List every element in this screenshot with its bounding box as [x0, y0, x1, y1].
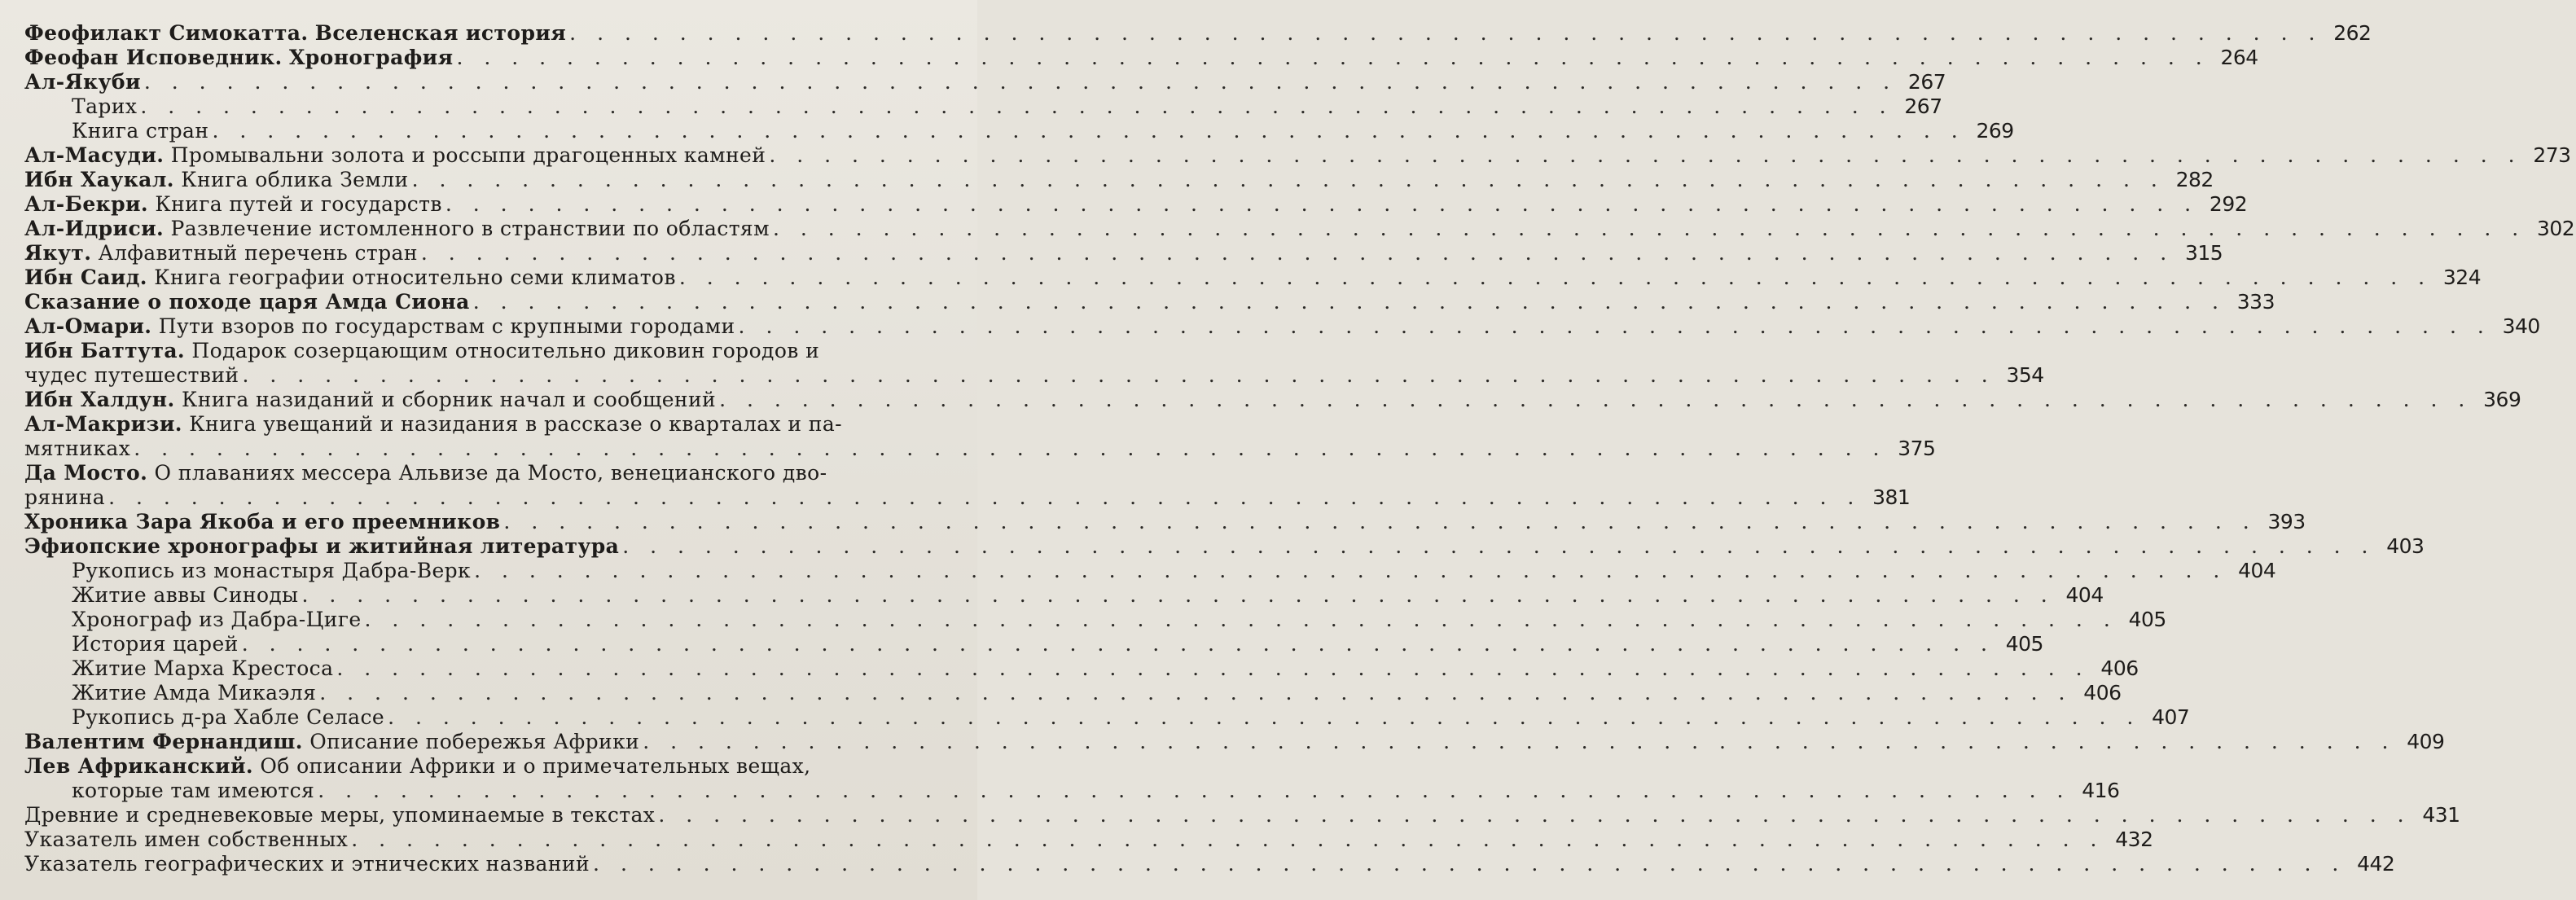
dot-leader: . . . . . . . . . . . . . . . . . . . . . . . . . . . . . . . . . . . . . . . . . . . . . . . . . . . . . . . . . . . . . . . .	[719, 388, 2473, 411]
dot-leader: . . . . . . . . . . . . . . . . . . . . . . . . . . . . . . . . . . . . . . . . . . . . . . . . . . . . . . . . . . . . . . . .	[445, 192, 2199, 216]
entry-title: Развлечение истомленного в странствии по областям	[170, 217, 770, 240]
dot-leader: . . . . . . . . . . . . . . . . . . . . . . . . . . . . . . . . . . . . . . . . . . . . . . . . . . . . . . . . . . . . . . . .	[318, 779, 2071, 802]
page-number: 406	[2100, 656, 2139, 680]
entry-subtitle: Житие Амда Микаэля	[72, 681, 317, 705]
toc-entry[interactable]	[24, 168, 2214, 192]
toc-entry[interactable]	[24, 852, 2395, 876]
page-number: 324	[2442, 266, 2482, 289]
page-number: 267	[1904, 94, 1942, 118]
entry-text	[24, 681, 316, 705]
entry-subtitle: Рукопись д-ра Хабле Селасе	[72, 705, 385, 729]
toc-entry[interactable]	[24, 339, 976, 363]
toc-entry[interactable]	[24, 803, 2460, 828]
dot-leader: . . . . . . . . . . . . . . . . . . . . . . . . . . . . . . . . . . . . . . . . . . . . . . . . . . . . . . . . . . . . . . . .	[738, 314, 2491, 338]
dot-leader: . . . . . . . . . . . . . . . . . . . . . . . . . . . . . . . . . . . . . . . . . . . . . . . . . . . . . . . . . . . . . . . .	[388, 705, 2141, 729]
entry-title: Указатель имен собственных	[24, 828, 349, 851]
entry-title: Об описании Африки и о примечательных вещах,	[260, 754, 811, 778]
entry-author: Да Мосто.	[24, 461, 148, 485]
toc-entry[interactable]	[24, 192, 2248, 217]
page-number: 375	[1898, 437, 1936, 460]
entry-text	[24, 266, 676, 290]
entry-title: Хронография	[288, 46, 454, 69]
toc-entry-continuation	[24, 779, 2120, 803]
dot-leader: . . . . . . . . . . . . . . . . . . . . . . . . . . . . . . . . . . . . . . . . . . . . . . . . . . . . . . . . . . . . . . . .	[658, 803, 2411, 827]
dot-leader: . . . . . . . . . . . . . . . . . . . . . . . . . . . . . . . . . . . . . . . . . . . . . . . . . . . . . . . . . . . . . . . .	[411, 168, 2165, 191]
page-number: 405	[2128, 608, 2166, 631]
toc-entry[interactable]	[24, 461, 976, 485]
entry-subtitle: История царей	[72, 632, 239, 656]
dot-leader: . . . . . . . . . . . . . . . . . . . . . . . . . . . . . . . . . . . . . . . . . . . . . . . . . . . . . . . . . . . . . . . .	[241, 632, 1995, 656]
page-number: 282	[2175, 168, 2214, 191]
entry-title: Книга облика Земли	[181, 168, 409, 191]
entry-author: Ал-Масуди.	[24, 143, 165, 167]
entry-title: Книга назиданий и сборник начал и сообщений	[181, 388, 717, 411]
entry-author: Якут.	[24, 241, 92, 265]
entry-author: Хроника Зара Якоба и его преемников	[24, 510, 501, 533]
toc-entry-continuation	[24, 437, 1936, 461]
entry-title: Книга увещаний и назидания в рассказе о кварталах и па-	[189, 412, 843, 436]
entry-author: Ал-Якуби	[24, 70, 141, 94]
entry-title: О плаваниях мессера Альвизе да Мосто, венецианского дво-	[154, 461, 827, 485]
page-number: 264	[2220, 46, 2258, 69]
entry-author: Ибн Халдун.	[24, 388, 175, 411]
dot-leader: . . . . . . . . . . . . . . . . . . . . . . . . . . . . . . . . . . . . . . . . . . . . . . . . . . . . . . . . . . . . . . . .	[140, 94, 1894, 118]
toc-entry[interactable]	[24, 828, 2153, 852]
entry-text	[24, 143, 766, 168]
page-number: 393	[2267, 510, 2306, 533]
toc-entry[interactable]	[24, 143, 2571, 168]
entry-title-continuation: рянина	[24, 485, 106, 509]
toc-entry[interactable]	[24, 388, 2521, 412]
toc-entry[interactable]	[24, 730, 2445, 754]
entry-author: Феофан Исповедник.	[24, 46, 283, 69]
page-number: 292	[2209, 192, 2248, 216]
entry-text	[24, 608, 362, 632]
entry-title: Вселенская история	[314, 21, 567, 45]
entry-text	[24, 583, 298, 608]
entry-text	[24, 290, 470, 314]
entry-title: Древние и средневековые меры, упоминаемые в текстах	[24, 803, 656, 827]
page-number: 269	[1976, 119, 2014, 143]
dot-leader: . . . . . . . . . . . . . . . . . . . . . . . . . . . . . . . . . . . . . . . . . . . . . . . . . . . . . . . . . . . . . . . .	[242, 363, 1995, 387]
page-number: 262	[2333, 21, 2372, 45]
entry-text	[24, 94, 137, 119]
entry-text	[24, 119, 208, 143]
dot-leader: . . . . . . . . . . . . . . . . . . . . . . . . . . . . . . . . . . . . . . . . . . . . . . . . . . . . . . . . . . . . . . . .	[319, 681, 2073, 705]
entry-title: Указатель географических и этнических названий	[24, 852, 590, 876]
entry-text	[24, 314, 735, 339]
page-number: 315	[2184, 241, 2223, 265]
entry-author: Валентим Фернандиш.	[24, 730, 303, 753]
toc-entry[interactable]	[24, 608, 2166, 632]
entry-text	[24, 21, 566, 46]
entry-text	[24, 632, 239, 656]
entry-title: Промывальни золота и россыпи драгоценных камней	[170, 143, 766, 167]
dot-leader: . . . . . . . . . . . . . . . . . . . . . . . . . . . . . . . . . . . . . . . . . . . . . . . . . . . . . . . . . . . . . . . .	[643, 730, 2396, 753]
entry-subtitle: Рукопись из монастыря Дабра-Верк	[72, 559, 472, 582]
entry-subtitle: Хронограф из Дабра-Циге	[72, 608, 362, 631]
toc-entry[interactable]	[24, 681, 2122, 705]
entry-author: Ал-Макризи.	[24, 412, 182, 436]
entry-author: Лев Африканский.	[24, 754, 254, 778]
dot-leader: . . . . . . . . . . . . . . . . . . . . . . . . . . . . . . . . . . . . . . . . . . . . . . . . . . . . . . . . . . . . . . . .	[769, 143, 2522, 167]
entry-text	[24, 510, 500, 534]
entry-text	[24, 339, 819, 363]
page-number: 333	[2236, 290, 2275, 314]
entry-text	[24, 852, 590, 876]
entry-author: Феофилакт Симокатта.	[24, 21, 309, 45]
toc-entry-continuation	[24, 363, 2044, 388]
page-number: 404	[2065, 583, 2104, 607]
dot-leader: . . . . . . . . . . . . . . . . . . . . . . . . . . . . . . . . . . . . . . . . . . . . . . . . . . . . . . . . . . . . . . . .	[593, 852, 2346, 876]
dot-leader: . . . . . . . . . . . . . . . . . . . . . . . . . . . . . . . . . . . . . . . . . . . . . . . . . . . . . . . . . . . . . . . .	[503, 510, 2257, 533]
entry-author: Сказание о походе царя Амда Сиона	[24, 290, 470, 314]
entry-text	[24, 461, 827, 485]
entry-subtitle: Житие аввы Синоды	[72, 583, 299, 607]
entry-text	[24, 46, 453, 70]
entry-title: Пути взоров по государствам с крупными городами	[158, 314, 735, 338]
toc-entry[interactable]	[24, 559, 2276, 583]
entry-author: Ал-Омари.	[24, 314, 152, 338]
dot-leader: . . . . . . . . . . . . . . . . . . . . . . . . . . . . . . . . . . . . . . . . . . . . . . . . . . . . . . . . . . . . . . . .	[772, 217, 2526, 240]
entry-text	[24, 534, 619, 559]
page-number: 416	[2082, 779, 2120, 802]
page-number: 340	[2502, 314, 2540, 338]
entry-text	[24, 412, 842, 437]
entry-subtitle: Житие Марха Крестоса	[72, 656, 334, 680]
entry-author: Ибн Хаукал.	[24, 168, 174, 191]
entry-text	[24, 192, 442, 217]
toc-entry[interactable]	[24, 290, 2275, 314]
entry-author: Эфиопские хронографы и житийная литература	[24, 534, 620, 558]
dot-leader: . . . . . . . . . . . . . . . . . . . . . . . . . . . . . . . . . . . . . . . . . . . . . . . . . . . . . . . . . . . . . . . .	[143, 70, 1898, 94]
entry-text	[24, 754, 811, 779]
page-number: 403	[2386, 534, 2425, 558]
page-number: 432	[2115, 828, 2153, 851]
dot-leader: . . . . . . . . . . . . . . . . . . . . . . . . . . . . . . . . . . . . . . . . . . . . . . . . . . . . . . . . . . . . . . . .	[569, 21, 2323, 45]
table-of-contents	[24, 21, 2575, 876]
page-number: 273	[2533, 143, 2571, 167]
toc-entry[interactable]	[24, 510, 2306, 534]
toc-entry-continuation	[24, 485, 1911, 510]
toc-entry[interactable]	[24, 705, 2190, 730]
entry-author: Ал-Идриси.	[24, 217, 165, 240]
entry-text	[24, 70, 141, 94]
toc-entry[interactable]	[24, 46, 2258, 70]
entry-title: Книга путей и государств	[155, 192, 442, 216]
entry-title-continuation: чудес путешествий	[24, 363, 239, 387]
dot-leader: . . . . . . . . . . . . . . . . . . . . . . . . . . . . . . . . . . . . . . . . . . . . . . . . . . . . . . . . . . . . . . . .	[108, 485, 1862, 509]
entry-text	[24, 217, 770, 241]
dot-leader: . . . . . . . . . . . . . . . . . . . . . . . . . . . . . . . . . . . . . . . . . . . . . . . . . . . . . . . . . . . . . . . .	[212, 119, 1965, 143]
page-number: 267	[1907, 70, 1946, 94]
entry-text	[24, 656, 333, 681]
page-number: 406	[2083, 681, 2122, 705]
toc-entry[interactable]	[24, 119, 2014, 143]
dot-leader: . . . . . . . . . . . . . . . . . . . . . . . . . . . . . . . . . . . . . . . . . . . . . . . . . . . . . . . . . . . . . . . .	[456, 46, 2210, 69]
entry-text	[24, 705, 384, 730]
entry-text	[24, 241, 418, 266]
entry-title-continuation: мятниках	[24, 437, 131, 460]
entry-title: Описание побережья Африки	[309, 730, 640, 753]
toc-entry[interactable]	[24, 70, 1946, 94]
page-number: 431	[2422, 803, 2460, 827]
dot-leader: . . . . . . . . . . . . . . . . . . . . . . . . . . . . . . . . . . . . . . . . . . . . . . . . . . . . . . . . . . . . . . . .	[472, 290, 2226, 314]
toc-entry[interactable]	[24, 314, 2540, 339]
toc-entry[interactable]	[24, 241, 2223, 266]
entry-author: Ал-Бекри.	[24, 192, 149, 216]
dot-leader: . . . . . . . . . . . . . . . . . . . . . . . . . . . . . . . . . . . . . . . . . . . . . . . . . . . . . . . . . . . . . . . .	[420, 241, 2174, 265]
entry-title: Алфавитный перечень стран	[98, 241, 418, 265]
entry-subtitle: Тарих	[72, 94, 138, 118]
entry-title: Книга географии относительно семи климатов	[154, 266, 676, 289]
toc-entry[interactable]	[24, 534, 2425, 559]
page-number: 302	[2536, 217, 2575, 240]
dot-leader: . . . . . . . . . . . . . . . . . . . . . . . . . . . . . . . . . . . . . . . . . . . . . . . . . . . . . . . . . . . . . . . .	[678, 266, 2433, 289]
toc-entry[interactable]	[24, 266, 2482, 290]
entry-text	[24, 168, 409, 192]
toc-entry[interactable]	[24, 217, 2575, 241]
entry-text	[24, 559, 471, 583]
page-number: 405	[2005, 632, 2043, 656]
page-number: 381	[1872, 485, 1911, 509]
page-number: 442	[2357, 852, 2395, 876]
dot-leader: . . . . . . . . . . . . . . . . . . . . . . . . . . . . . . . . . . . . . . . . . . . . . . . . . . . . . . . . . . . . . . . .	[474, 559, 2227, 582]
toc-entry[interactable]	[24, 632, 2043, 656]
toc-entry[interactable]	[24, 94, 1942, 119]
dot-leader: . . . . . . . . . . . . . . . . . . . . . . . . . . . . . . . . . . . . . . . . . . . . . . . . . . . . . . . . . . . . . . . .	[622, 534, 2376, 558]
dot-leader: . . . . . . . . . . . . . . . . . . . . . . . . . . . . . . . . . . . . . . . . . . . . . . . . . . . . . . . . . . . . . . . .	[301, 583, 2055, 607]
entry-text	[24, 730, 639, 754]
toc-entry[interactable]	[24, 583, 2104, 608]
page-number: 409	[2407, 730, 2445, 753]
entry-author: Ибн Баттута.	[24, 339, 186, 362]
dot-leader: . . . . . . . . . . . . . . . . . . . . . . . . . . . . . . . . . . . . . . . . . . . . . . . . . . . . . . . . . . . . . . . .	[336, 656, 2090, 680]
page-number: 404	[2238, 559, 2276, 582]
page-number: 354	[2006, 363, 2044, 387]
toc-entry[interactable]	[24, 412, 976, 437]
dot-leader: . . . . . . . . . . . . . . . . . . . . . . . . . . . . . . . . . . . . . . . . . . . . . . . . . . . . . . . . . . . . . . . .	[351, 828, 2104, 851]
entry-text	[24, 828, 348, 852]
entry-author: Ибн Саид.	[24, 266, 147, 289]
toc-entry[interactable]	[24, 21, 2372, 46]
toc-entry[interactable]	[24, 754, 976, 779]
entry-text	[24, 388, 716, 412]
toc-entry[interactable]	[24, 656, 2139, 681]
page-number: 369	[2483, 388, 2521, 411]
dot-leader: . . . . . . . . . . . . . . . . . . . . . . . . . . . . . . . . . . . . . . . . . . . . . . . . . . . . . . . . . . . . . . . .	[364, 608, 2117, 631]
page-number: 407	[2152, 705, 2190, 729]
entry-subtitle: Книга стран	[72, 119, 209, 143]
entry-text	[24, 803, 655, 828]
entry-title-continuation: которые там имеются	[72, 779, 315, 802]
entry-title: Подарок созерцающим относительно диковин городов и	[191, 339, 820, 362]
dot-leader: . . . . . . . . . . . . . . . . . . . . . . . . . . . . . . . . . . . . . . . . . . . . . . . . . . . . . . . . . . . . . . . .	[134, 437, 1887, 460]
